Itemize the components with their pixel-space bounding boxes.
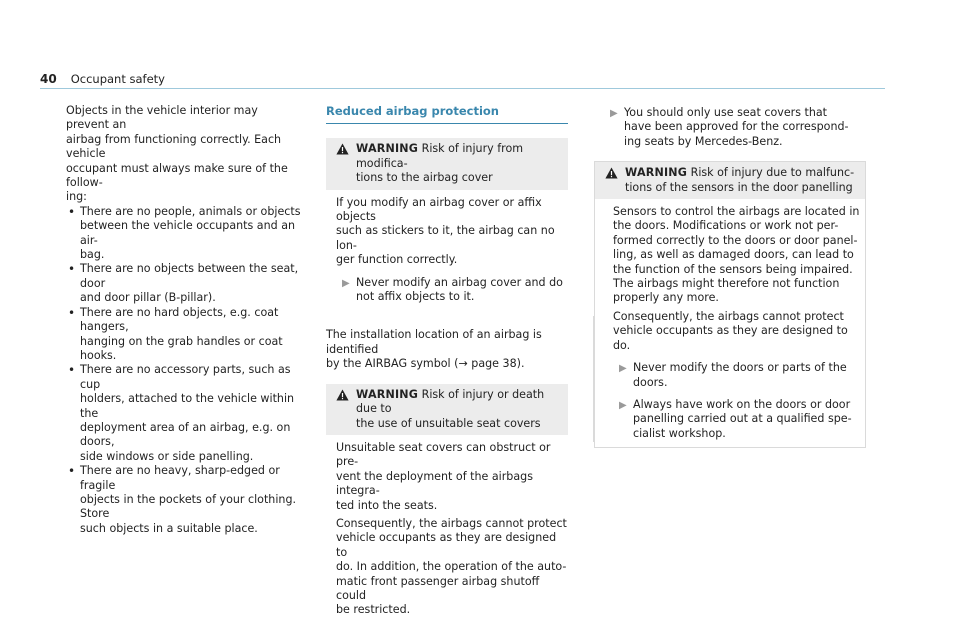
list-item (66, 464, 302, 536)
warning-paragraph (336, 517, 568, 618)
warning-body (595, 199, 865, 447)
warning-paragraph (613, 205, 865, 306)
text-line: vent the deployment of the airbags integra- (336, 469, 533, 498)
warning-body (326, 190, 568, 311)
text-line: the function of the sensors being impaired. (613, 262, 853, 276)
text-line: Risk of injury or death due to (356, 387, 545, 416)
text-line: bag. (80, 248, 105, 262)
installation-paragraph (326, 328, 568, 371)
text-line: cialist workshop. (633, 426, 726, 440)
action-step (594, 106, 866, 149)
text-line: formed correctly to the doors or door panel- (613, 233, 858, 247)
text-line: do. (613, 338, 631, 352)
text-line: Consequently, the airbags cannot protect (613, 309, 844, 323)
text-line: If you modify an airbag cover or affix objects (336, 195, 542, 224)
action-step (613, 361, 865, 390)
warning-label: WARNING (356, 142, 419, 156)
list-item (66, 262, 302, 305)
play-arrow-icon: ▶ (619, 399, 627, 411)
action-step (336, 276, 568, 305)
text-line: have been approved for the correspond- (624, 120, 849, 134)
text-line: ing seats by Mercedes-Benz. (624, 134, 783, 148)
text-line: Never modify the doors or parts of the (633, 361, 847, 375)
warning-triangle-icon (334, 388, 350, 431)
play-arrow-icon: ▶ (610, 108, 618, 119)
text-line: • There are no heavy, sharp-edged or fragile (80, 464, 280, 492)
warning-triangle-icon (603, 166, 619, 195)
play-arrow-icon: ▶ (619, 363, 627, 375)
text-line: the doors. Modifications or work not per- (613, 219, 839, 233)
warning-triangle-icon (334, 142, 350, 185)
text-line: • There are no people, animals or objects (80, 204, 301, 218)
warning-block-seat-covers (326, 384, 568, 628)
action-step (613, 398, 865, 441)
text-line: such objects in a suitable place. (80, 521, 258, 535)
column-1 (66, 104, 302, 536)
text-line: The installation location of an airbag is identified (326, 328, 542, 356)
list-item (66, 363, 302, 464)
warning-label: WARNING (356, 387, 419, 401)
text-line: The airbags might therefore not function (613, 277, 840, 291)
text-line: and door pillar (B-pillar). (80, 291, 216, 305)
conditions-list (66, 205, 302, 536)
text-line: ing: (66, 190, 87, 204)
warning-header-text (619, 166, 854, 195)
text-line: panelling carried out at a qualified spe- (633, 412, 852, 426)
text-line: ger function correctly. (336, 253, 458, 267)
warning-body (326, 435, 568, 628)
text-line: such as stickers to it, the airbag can no lon- (336, 224, 555, 252)
column-2 (326, 104, 568, 628)
text-line: Consequently, the airbags cannot protect (336, 516, 567, 530)
warning-paragraph (613, 310, 865, 353)
warning-label: WARNING (625, 166, 688, 180)
text-line: ted into the seats. (336, 498, 438, 512)
text-line: vehicle occupants as they are designed to (336, 531, 557, 559)
text-line: be restricted. (336, 603, 411, 617)
text-line: not affix objects to it. (356, 290, 475, 304)
warning-paragraph (336, 441, 568, 513)
list-item (66, 306, 302, 364)
play-arrow-icon: ▶ (342, 277, 350, 289)
text-line: • There are no hard objects, e.g. coat hangers, (80, 305, 279, 334)
text-line: between the vehicle occupants and an air- (80, 219, 296, 247)
intro-paragraph (66, 104, 302, 205)
page-number: 40 (40, 72, 57, 86)
warning-block-modification (326, 138, 568, 310)
text-line: • There are no objects between the seat, door (80, 262, 299, 290)
text-line: do. In addition, the operation of the auto- (336, 560, 567, 574)
text-line: • There are no accessory parts, such as cup (80, 363, 291, 391)
text-line: matic front passenger airbag shutoff could (336, 574, 540, 602)
warning-header-text (350, 388, 560, 431)
text-line: Risk of injury due to malfunc- (690, 166, 855, 180)
text-line: holders, attached to the vehicle within the (80, 392, 295, 420)
list-item (66, 205, 302, 263)
text-line: side windows or side panelling. (80, 449, 254, 463)
section-heading: Reduced airbag protection (326, 104, 568, 124)
header-rule (40, 88, 885, 89)
text-line: the use of unsuitable seat covers (356, 416, 541, 430)
page-reference-link: by the AIRBAG symbol (→ page 38). (326, 357, 525, 371)
warning-block-door-sensors (594, 161, 866, 448)
warning-header (595, 162, 865, 199)
text-line: properly any more. (613, 291, 719, 305)
text-line: Sensors to control the airbags are located in (613, 205, 860, 219)
text-line: Objects in the vehicle interior may prevent an (66, 104, 258, 132)
text-line: tions of the sensors in the door panelling (625, 180, 853, 194)
text-line: You should only use seat covers that (624, 106, 828, 119)
text-line: Risk of injury from modifica- (356, 142, 524, 170)
warning-header (326, 384, 568, 435)
page-header (40, 72, 165, 86)
text-line: occupant must always make sure of the follow- (66, 161, 288, 190)
text-line: hanging on the grab handles or coat hooks. (80, 334, 283, 362)
text-line: deployment area of an airbag, e.g. on doors, (80, 420, 291, 449)
text-line: Always have work on the doors or door (633, 397, 851, 411)
text-line: Unsuitable seat covers can obstruct or pre- (336, 440, 551, 469)
text-line: tions to the airbag cover (356, 171, 493, 185)
text-line: airbag from functioning correctly. Each vehicle (66, 132, 282, 161)
column-3 (594, 104, 866, 448)
section-title: Occupant safety (70, 72, 165, 86)
text-line: Never modify an airbag cover and do (356, 275, 563, 289)
text-line: vehicle occupants as they are designed to (613, 324, 848, 338)
text-line: ling, as well as damaged doors, can lead to (613, 248, 854, 262)
warning-header (326, 138, 568, 189)
text-line: doors. (633, 375, 668, 389)
text-line: objects in the pockets of your clothing. Store (80, 492, 297, 521)
warning-header-text (350, 142, 560, 185)
